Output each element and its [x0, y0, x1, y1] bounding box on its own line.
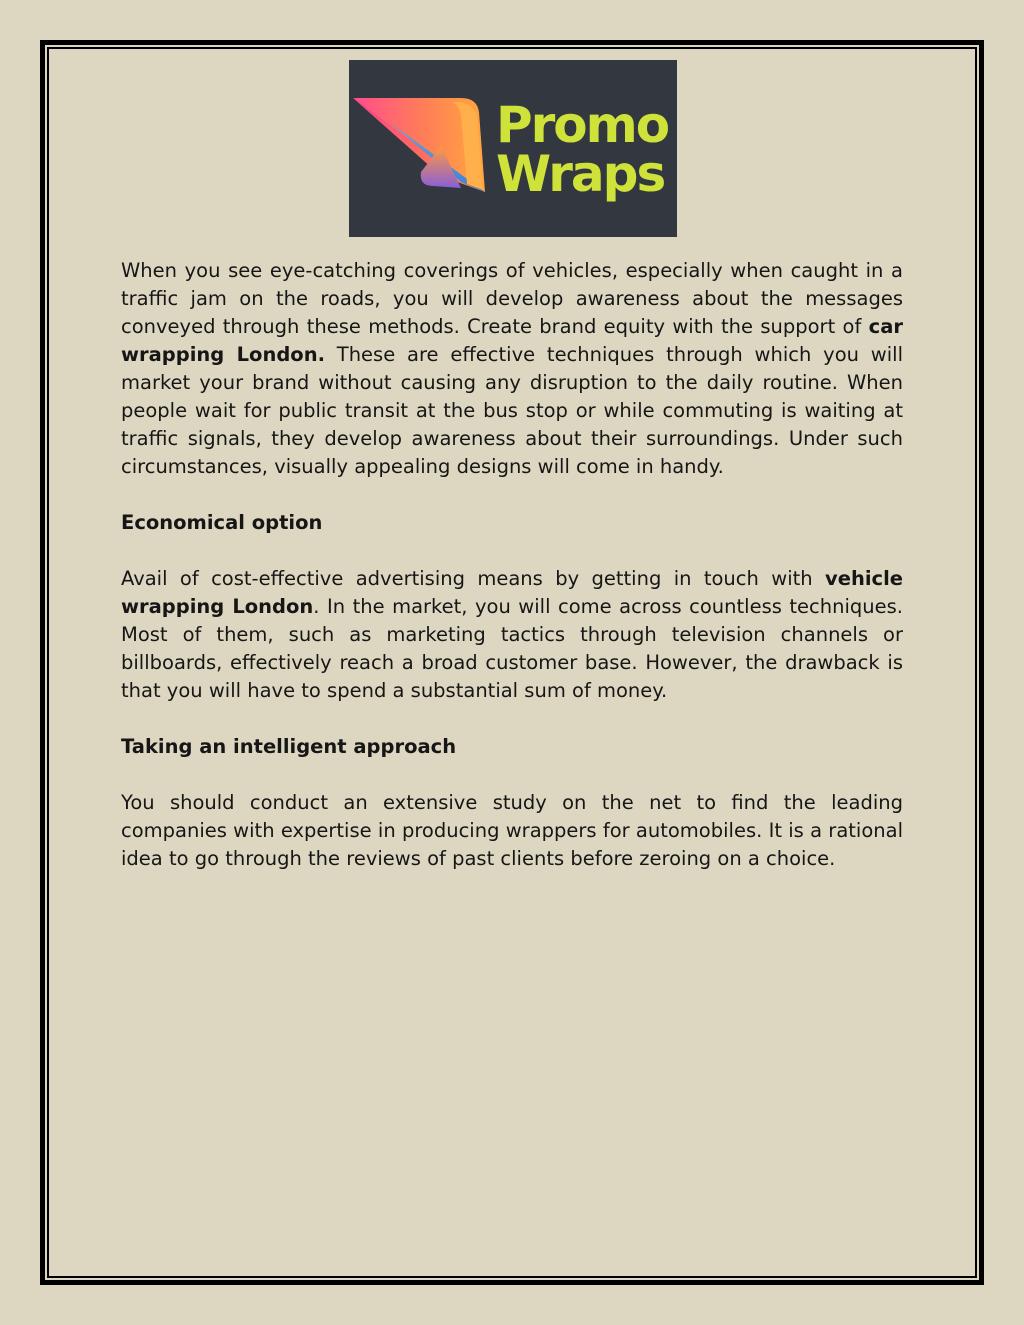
section1-keyword: vehicle wrapping London — [121, 567, 903, 618]
logo-text-line1: Promo — [496, 96, 669, 154]
intro-keyword: car wrapping London. — [121, 315, 903, 366]
folded-ribbon-icon — [353, 98, 485, 192]
section1-paragraph — [121, 565, 903, 705]
intro-text-after: These are effective techniques through which you will market your brand without causing any disruption to the daily routine. When people wait for public transit at the bus stop or while commuting is waiting at traffic signals, they develop awareness about their surroundings. Under such circumstances, visually appealing designs will come in handy. — [121, 343, 903, 478]
section1-heading: Economical option — [121, 511, 323, 534]
logo-graphic — [349, 60, 677, 237]
logo-text-line2: Wraps — [496, 145, 665, 203]
section1-text-before: Avail of cost-effective advertising means by getting in touch with — [121, 567, 826, 590]
section2-heading: Taking an intelligent approach — [121, 735, 457, 758]
article-body — [121, 257, 903, 873]
section2-paragraph: You should conduct an extensive study on the net to find the leading companies with expertise in producing wrappers for automobiles. It is a rational idea to go through the reviews of past clients before zeroing on a choice. — [121, 791, 903, 870]
intro-paragraph — [121, 257, 903, 481]
intro-text-before: When you see eye-catching coverings of vehicles, especially when caught in a traffic jam on the roads, you will develop awareness about the messages conveyed through these methods. Create brand equity with the support of — [121, 259, 903, 338]
section1-text-after: . In the market, you will come across countless techniques. Most of them, such as marketing tactics through television channels or billboards, effectively reach a broad customer base. However, the drawback is that you will have to spend a substantial sum of money. — [121, 595, 903, 702]
promo-wraps-logo — [349, 60, 677, 237]
